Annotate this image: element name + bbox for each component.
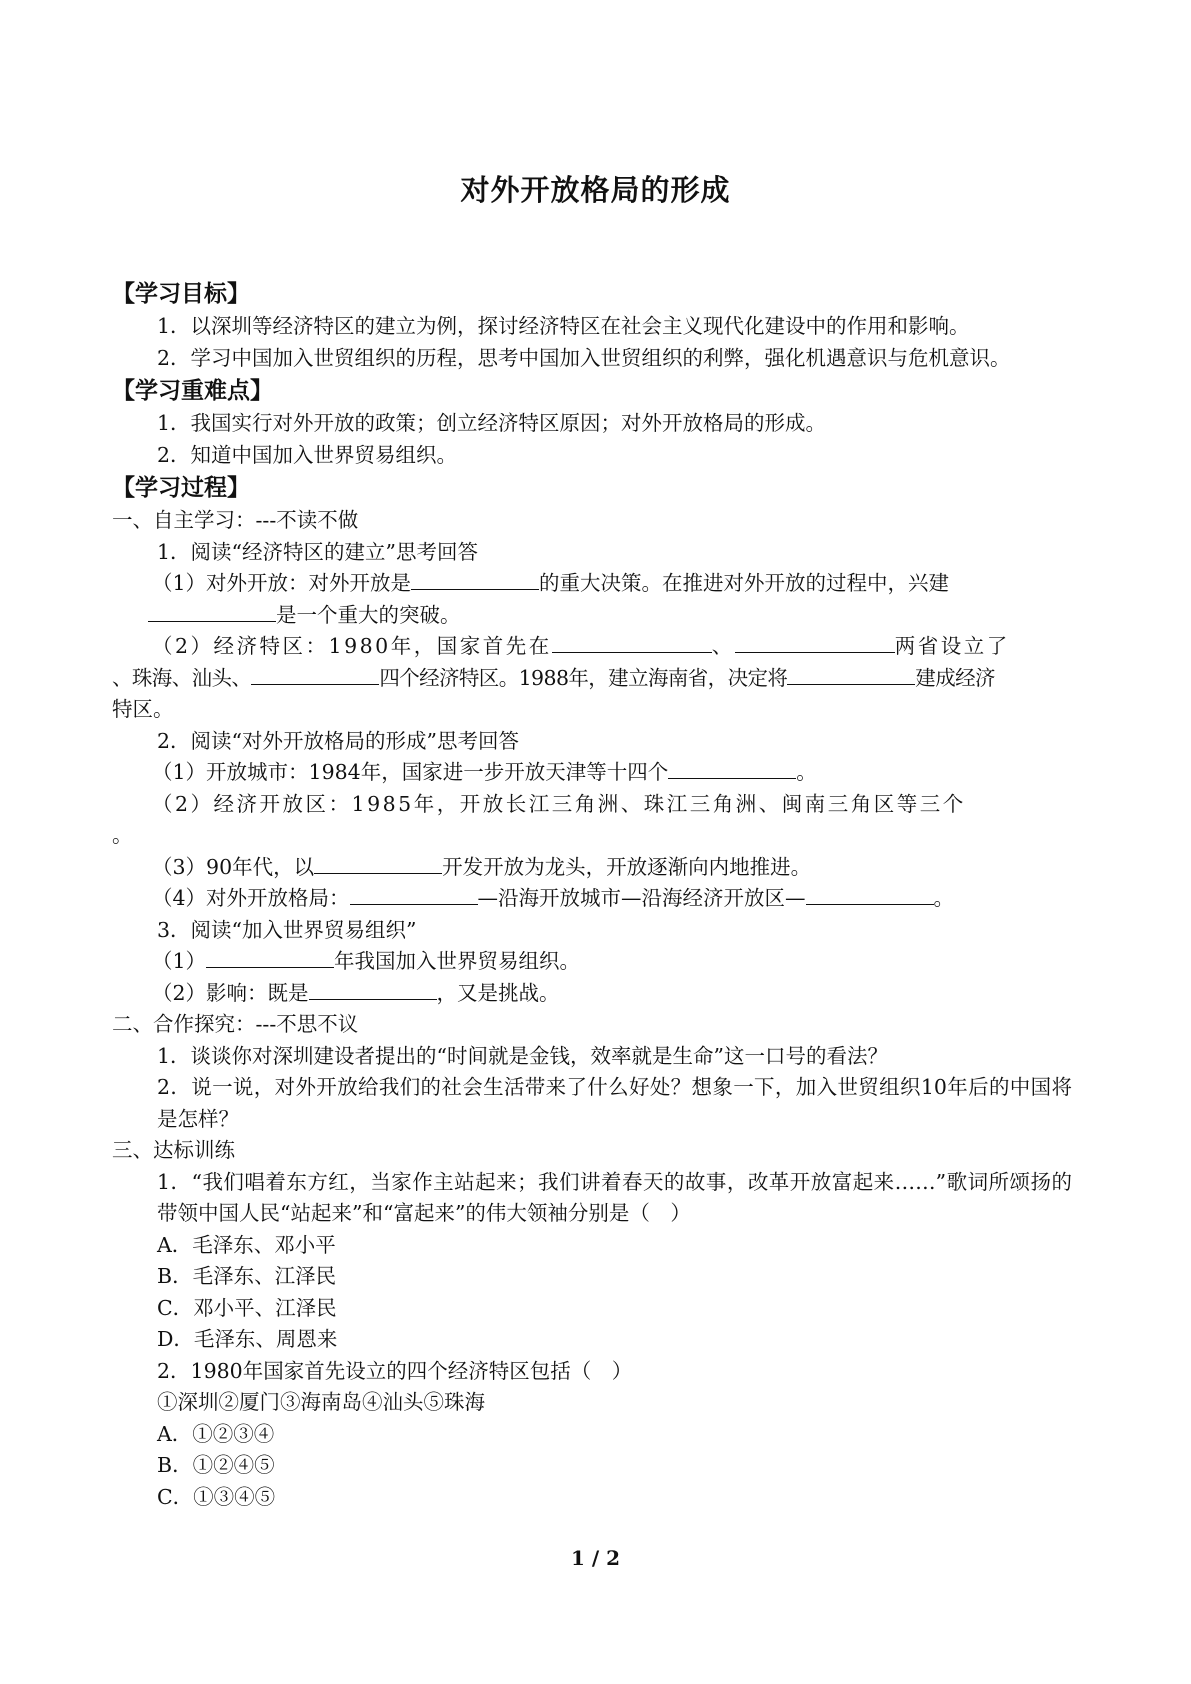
goal-item-2: 2．学习中国加入世贸组织的历程，思考中国加入世贸组织的利弊，强化机遇意识与危机意识。: [157, 345, 1011, 370]
test-question-1-option-a: A．毛泽东、邓小平: [157, 1232, 336, 1257]
answer-blank[interactable]: [735, 632, 895, 653]
question-3-title: 3．阅读“加入世界贸易组织”: [157, 917, 417, 942]
section-heading-goals: 【学习目标】: [112, 281, 250, 307]
question-1-2: （2）经济特区：1980年，国家首先在 、 两省设立了: [152, 634, 1010, 658]
answer-blank[interactable]: [314, 853, 442, 874]
answer-blank[interactable]: [350, 884, 478, 905]
question-2-4: （4）对外开放格局： —沿海开放城市—沿海经济开放区— 。: [152, 886, 955, 910]
question-2-title: 2．阅读“对外开放格局的形成”思考回答: [157, 728, 520, 753]
answer-blank[interactable]: [806, 884, 934, 905]
question-2-1: （1）开放城市：1984年，国家进一步开放天津等十四个 。: [152, 760, 817, 784]
key-point-2: 2．知道中国加入世界贸易组织。: [157, 442, 458, 467]
test-question-2-option-c: C．①③④⑤: [157, 1484, 276, 1509]
cooperation-item-2: 2．说一说，对外开放给我们的社会生活带来了什么好处？想象一下，加入世贸组织10年后的中国将是怎样？: [157, 1075, 1072, 1131]
part-2-title: 二、合作探究：---不思不议: [112, 1012, 359, 1036]
test-question-1-stem: 1．“我们唱着东方红，当家作主站起来；我们讲着春天的故事，改革开放富起来……”歌词所颂扬的带领中国人民“站起来”和“富起来”的伟大领袖分别是（ ）: [157, 1169, 1072, 1225]
section-heading-key-points: 【学习重难点】: [112, 378, 273, 404]
question-1-1: （1）对外开放：对外开放是 的重大决策。在推进对外开放的过程中，兴建: [152, 571, 950, 595]
document-body: [112, 277, 1072, 1513]
part-1-title: 一、自主学习：---不读不做: [112, 508, 359, 532]
part-3-title: 三、达标训练: [112, 1138, 235, 1162]
test-question-1-option-b: B．毛泽东、江泽民: [157, 1264, 337, 1288]
test-question-2-stem: 2．1980年国家首先设立的四个经济特区包括（ ）: [157, 1358, 633, 1383]
question-1-2-end: 特区。: [112, 697, 174, 721]
answer-blank[interactable]: [251, 664, 379, 685]
answer-blank[interactable]: [309, 979, 437, 1000]
document-title: 对外开放格局的形成: [460, 173, 731, 207]
key-point-1: 1．我国实行对外开放的政策；创立经济特区原因；对外开放格局的形成。: [157, 411, 827, 435]
cooperation-item-1: 1．谈谈你对深圳建设者提出的“时间就是金钱，效率就是生命”这一口号的看法？: [157, 1043, 889, 1068]
goal-item-1: 1．以深圳等经济特区的建立为例，探讨经济特区在社会主义现代化建设中的作用和影响。: [157, 314, 970, 338]
answer-blank[interactable]: [206, 947, 334, 968]
answer-blank[interactable]: [552, 632, 712, 653]
answer-blank[interactable]: [411, 569, 539, 590]
question-1-2-cont: 、珠海、汕头、 四个经济特区。1988年，建立海南省，决定将 建成经济: [112, 665, 995, 690]
question-2-2-end: 。: [112, 823, 133, 847]
question-3-1: （1） 年我国加入世界贸易组织。: [152, 949, 581, 973]
test-question-2-items: ①深圳②厦门③海南岛④汕头⑤珠海: [157, 1390, 485, 1414]
question-3-2: （2）影响：既是 ，又是挑战。: [152, 980, 560, 1005]
question-1-title: 1．阅读“经济特区的建立”思考回答: [157, 539, 479, 564]
answer-blank[interactable]: [787, 664, 915, 685]
page-indicator: 1 / 2: [570, 1546, 621, 1570]
test-question-1-option-c: C．邓小平、江泽民: [157, 1295, 337, 1320]
test-question-1-option-d: D．毛泽东、周恩来: [157, 1327, 338, 1351]
test-question-2-option-b: B．①②④⑤: [157, 1453, 275, 1477]
answer-blank[interactable]: [668, 758, 796, 779]
answer-blank[interactable]: [148, 601, 276, 622]
question-1-1-cont: 是一个重大的突破。: [112, 600, 1072, 632]
test-question-2-option-a: A．①②③④: [157, 1421, 275, 1446]
section-heading-process: 【学习过程】: [112, 475, 250, 501]
question-2-3: （3）90年代，以 开发开放为龙头，开放逐渐向内地推进。: [152, 854, 812, 879]
question-2-2: （2）经济开放区：1985年，开放长江三角洲、珠江三角洲、闽南三角区等三个: [152, 791, 966, 816]
